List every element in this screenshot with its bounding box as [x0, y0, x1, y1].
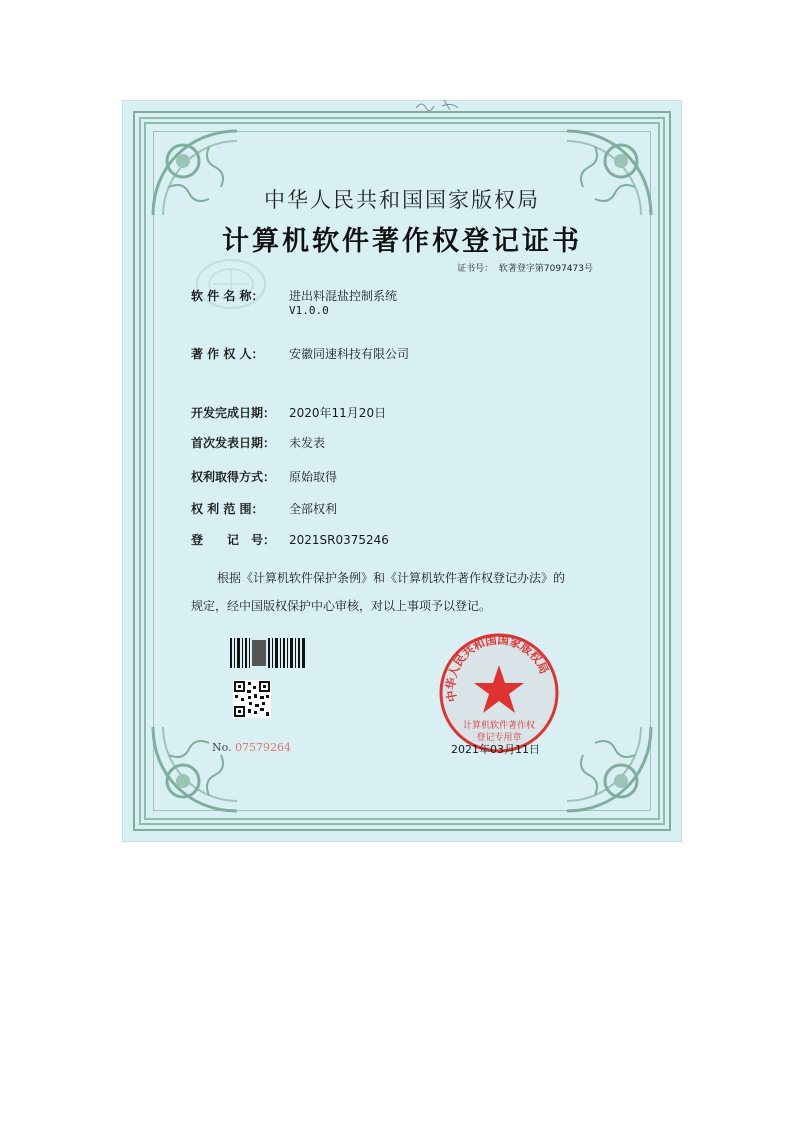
serial-value: 07579264	[235, 741, 292, 754]
field-development-date	[191, 404, 386, 421]
issuer-title: 中华人民共和国国家版权局	[264, 188, 540, 212]
certificate	[122, 100, 682, 842]
seal-ring-text: 中华人民共和国国家版权局	[443, 632, 552, 704]
statement-paragraph	[191, 564, 611, 620]
certificate-number	[457, 261, 593, 274]
field-label: 登 记 号：	[191, 533, 276, 547]
field-value: 安徽同速科技有限公司	[289, 347, 410, 361]
issue-date: 2021年03月11日	[451, 743, 540, 756]
field-publication-date	[191, 434, 325, 451]
field-label: 权利取得方式：	[191, 470, 276, 484]
corner-ornament-icon	[149, 723, 241, 815]
field-value: 2021SR0375246	[289, 533, 389, 547]
field-value: 进出料混盐控制系统	[289, 289, 398, 303]
qr-code-icon	[233, 680, 271, 718]
field-rights-scope	[191, 500, 337, 517]
corner-ornament-icon	[563, 723, 655, 815]
field-label: 著 作 权 人：	[191, 347, 264, 361]
barcode-icon	[230, 638, 305, 668]
field-value: 全部权利	[289, 502, 338, 516]
field-copyright-owner	[191, 345, 409, 362]
field-software-name	[191, 287, 397, 304]
statement-line: 规定，经中国版权保护中心审核，对以上事项予以登记。	[191, 599, 492, 613]
field-value: 2020年11月20日	[289, 406, 387, 420]
field-registration-number	[191, 531, 389, 548]
software-version: V1.0.0	[289, 304, 329, 317]
field-label: 权 利 范 围：	[191, 502, 264, 516]
field-label: 首次发表日期：	[191, 436, 276, 450]
serial-number	[212, 741, 291, 754]
certificate-number-label: 证书号：	[457, 264, 494, 274]
field-label: 软 件 名 称：	[191, 289, 264, 303]
field-value: 未发表	[289, 436, 326, 450]
official-seal-icon	[437, 631, 561, 755]
certificate-number-value: 软著登字第7097473号	[498, 264, 593, 274]
field-label: 开发完成日期：	[191, 406, 276, 420]
field-acquisition-method	[191, 468, 337, 485]
seal-center-line2: 登记专用章	[476, 733, 522, 743]
serial-prefix: No.	[212, 741, 232, 754]
handwritten-mark-icon	[414, 98, 464, 112]
field-value: 原始取得	[289, 470, 338, 484]
certificate-title: 计算机软件著作权登记证书	[222, 226, 582, 257]
seal-center-line1: 计算机软件著作权	[462, 721, 536, 731]
statement-line: 根据《计算机软件保护条例》和《计算机软件著作权登记办法》的	[217, 571, 566, 585]
